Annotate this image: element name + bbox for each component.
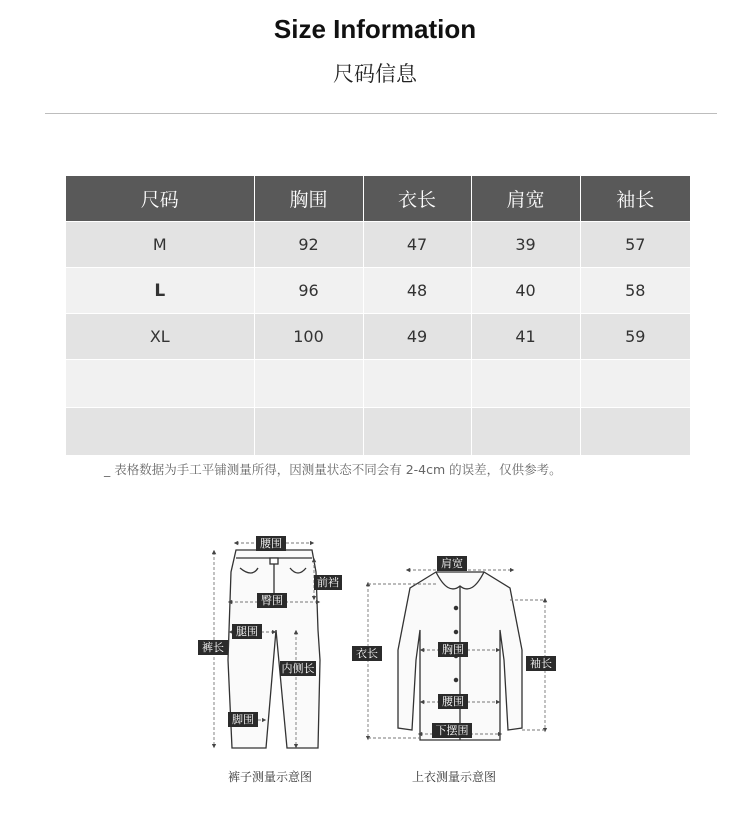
table-cell: 96 <box>254 268 363 314</box>
table-row <box>66 360 690 408</box>
page-subtitle: 尺码信息 <box>333 62 417 86</box>
shirt-length-label <box>352 646 382 661</box>
table-cell: L <box>66 268 254 314</box>
table-cell <box>471 360 580 408</box>
pants-length-label <box>198 640 228 655</box>
table-cell <box>66 360 254 408</box>
table-cell: 47 <box>363 222 471 268</box>
pants-hip-label <box>257 593 287 608</box>
table-cell: 39 <box>471 222 580 268</box>
table-cell: 49 <box>363 314 471 360</box>
column-header: 袖长 <box>580 176 690 222</box>
table-cell: 92 <box>254 222 363 268</box>
svg-text:下摆围: 下摆围 <box>435 724 469 737</box>
table-cell: 100 <box>254 314 363 360</box>
table-cell: 40 <box>471 268 580 314</box>
svg-text:腰围: 腰围 <box>260 537 282 550</box>
pants-waist-label <box>256 536 286 551</box>
table-cell <box>580 360 690 408</box>
table-cell <box>66 408 254 456</box>
shirt-sleeve-label <box>526 656 556 671</box>
pants-front-rise-label <box>314 575 342 590</box>
svg-text:胸围: 胸围 <box>442 643 464 656</box>
table-cell: 59 <box>580 314 690 360</box>
measurement-note: _ 表格数据为手工平铺测量所得，因测量状态不同会有 2-4cm 的误差，仅供参考。 <box>104 462 562 477</box>
shirt-shoulder-label <box>437 556 467 571</box>
table-row <box>66 408 690 456</box>
pants-inseam-label <box>280 661 316 676</box>
svg-text:臀围: 臀围 <box>261 594 283 607</box>
table-row <box>66 222 690 268</box>
shirt-hem-label <box>432 723 472 738</box>
table-cell <box>471 408 580 456</box>
svg-text:袖长: 袖长 <box>530 657 552 670</box>
svg-text:肩宽: 肩宽 <box>441 557 463 570</box>
svg-text:腰围: 腰围 <box>442 695 464 708</box>
measurement-diagrams <box>0 520 750 770</box>
table-cell <box>363 360 471 408</box>
svg-text:脚围: 脚围 <box>232 713 254 726</box>
table-cell <box>254 360 363 408</box>
pants-thigh-label <box>232 624 262 639</box>
column-header: 尺码 <box>66 176 254 222</box>
shirt-diagram-caption: 上衣测量示意图 <box>412 770 497 784</box>
table-cell: 57 <box>580 222 690 268</box>
svg-text:裤长: 裤长 <box>202 641 224 654</box>
size-table <box>66 176 690 455</box>
table-cell: M <box>66 222 254 268</box>
pants-hem-label <box>228 712 258 727</box>
divider <box>45 113 717 114</box>
table-cell <box>363 408 471 456</box>
svg-text:前裆: 前裆 <box>317 576 339 589</box>
table-cell: 48 <box>363 268 471 314</box>
svg-text:衣长: 衣长 <box>356 647 378 660</box>
svg-text:腿围: 腿围 <box>236 625 258 638</box>
shirt-chest-label <box>438 642 468 657</box>
table-cell <box>254 408 363 456</box>
table-row <box>66 314 690 360</box>
column-header: 衣长 <box>363 176 471 222</box>
column-header: 肩宽 <box>471 176 580 222</box>
pants-diagram-caption: 裤子测量示意图 <box>228 770 313 784</box>
column-header: 胸围 <box>254 176 363 222</box>
table-row <box>66 268 690 314</box>
table-cell: 41 <box>471 314 580 360</box>
shirt-waist-label <box>438 694 468 709</box>
table-cell: 58 <box>580 268 690 314</box>
svg-text:内侧长: 内侧长 <box>281 662 315 675</box>
page-title: Size Information <box>273 14 477 44</box>
table-cell: XL <box>66 314 254 360</box>
table-cell <box>580 408 690 456</box>
table-header-row <box>66 176 690 222</box>
